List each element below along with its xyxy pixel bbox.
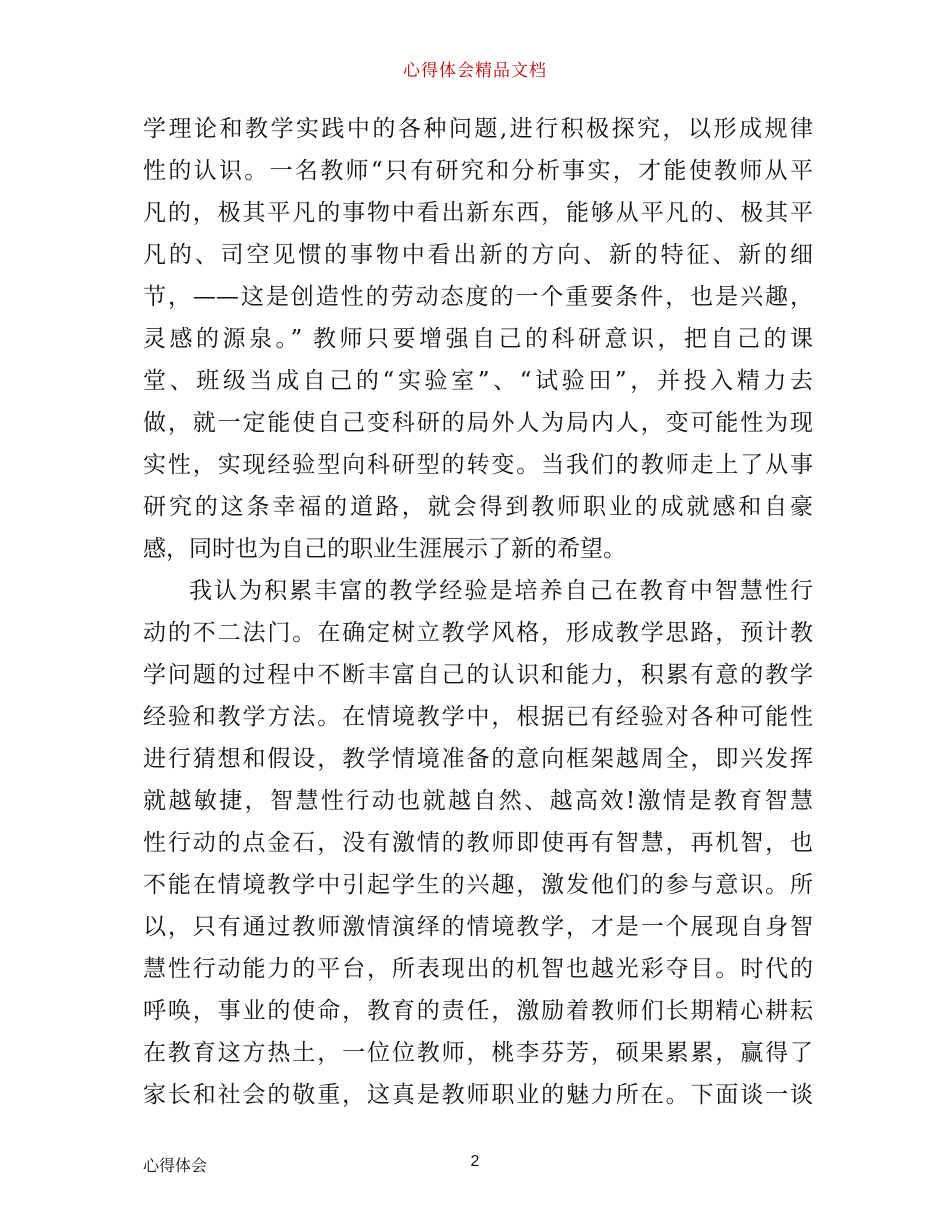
text-line: 家长和社会的敬重，这真是教师职业的魅力所在。下面谈一谈 xyxy=(143,1082,813,1108)
text-line: 性的认识。一名教师“只有研究和分析事实，才能使教师从平 xyxy=(143,158,813,184)
text-line: 性行动的点金石，没有激情的教师即使再有智慧，再机智，也 xyxy=(143,830,813,856)
text-line: 学理论和教学实践中的各种问题,进行积极探究，以形成规律 xyxy=(143,116,813,142)
text-line: 堂、班级当成自己的“实验室”、“试验田”，并投入精力去 xyxy=(143,368,813,394)
text-line: 凡的，极其平凡的事物中看出新东西，能够从平凡的、极其平 xyxy=(143,200,813,226)
text-line: 进行猜想和假设，教学情境准备的意向框架越周全，即兴发挥 xyxy=(143,746,813,772)
text-line: 研究的这条幸福的道路，就会得到教师职业的成就感和自豪 xyxy=(143,494,813,520)
text-line: 慧性行动能力的平台，所表现出的机智也越光彩夺目。时代的 xyxy=(143,956,813,982)
text-line: 呼唤，事业的使命，教育的责任，激励着教师们长期精心耕耘 xyxy=(143,998,813,1024)
paragraph-2 xyxy=(143,570,813,1116)
footer-label: 心得体会 xyxy=(143,1156,208,1175)
paragraph-1 xyxy=(143,108,813,570)
text-line: 动的不二法门。在确定树立教学风格，形成教学思路，预计教 xyxy=(143,620,813,646)
text-line: 灵感的源泉。” 教师只要增强自己的科研意识，把自己的课 xyxy=(143,326,813,352)
text-line: 就越敏捷，智慧性行动也就越自然、越高效!激情是教育智慧 xyxy=(143,788,813,814)
text-line: 做，就一定能使自己变科研的局外人为局内人，变可能性为现 xyxy=(143,410,813,436)
text-line: 不能在情境教学中引起学生的兴趣，激发他们的参与意识。所 xyxy=(143,872,813,898)
text-line: 凡的、司空见惯的事物中看出新的方向、新的特征、新的细 xyxy=(143,242,813,268)
text-line: 在教育这方热土，一位位教师，桃李芬芳，硕果累累，赢得了 xyxy=(143,1040,813,1066)
text-line: 以，只有通过教师激情演绎的情境教学，才是一个展现自身智 xyxy=(143,914,813,940)
text-line: 节，——这是创造性的劳动态度的一个重要条件，也是兴趣， xyxy=(143,284,813,310)
text-line: 我认为积累丰富的教学经验是培养自己在教育中智慧性行 xyxy=(189,578,813,604)
page-header-title: 心得体会精品文档 xyxy=(403,61,547,81)
page-number: 2 xyxy=(470,1153,480,1170)
text-line: 感，同时也为自己的职业生涯展示了新的希望。 xyxy=(143,536,626,562)
text-line: 经验和教学方法。在情境教学中，根据已有经验对各种可能性 xyxy=(143,704,813,730)
text-line: 实性，实现经验型向科研型的转变。当我们的教师走上了从事 xyxy=(143,452,813,478)
text-line: 学问题的过程中不断丰富自己的认识和能力，积累有意的教学 xyxy=(143,662,813,688)
document-body xyxy=(143,108,813,1116)
